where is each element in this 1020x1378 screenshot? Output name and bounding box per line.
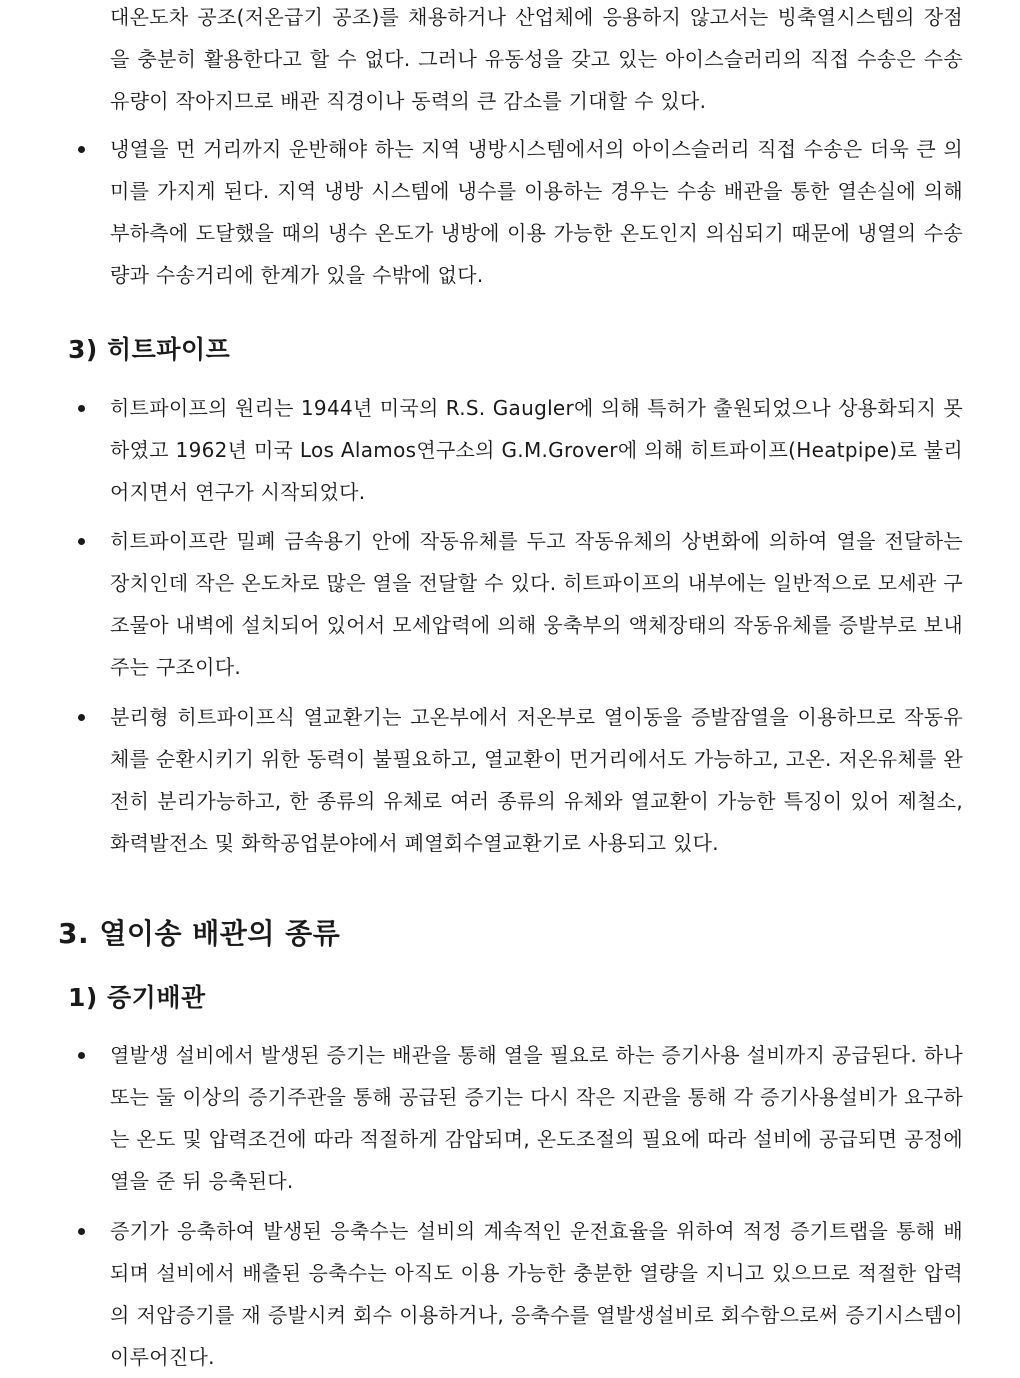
bullet-text: 분리형 히트파이프식 열교환기는 고온부에서 저온부로 열이동을 증발잠열을 이용하므로 작동유체를 순환시키기 위한 동력이 불필요하고, 열교환이 먼거리에서도 가능하고, 고온. 저온유체를 완전히 분리가능하고, 한 종류의 유체로 여러 종류의 유체와 열교환이 가능한 특징이 있어 제철소, 화력발전소 및 화학공업분야에서 폐열회수열교환기로 사용되고 있다.	[110, 705, 963, 855]
heading-heatpipe: 3) 히트파이프	[68, 335, 231, 364]
bullet-marker	[78, 538, 85, 545]
bullet-text: 열발생 설비에서 발생된 증기는 배관을 통해 열을 필요로 하는 증기사용 설비까지 공급된다. 하나 또는 둘 이상의 증기주관을 통해 공급된 증기는 다시 작은 지관을 통해 각 증기사용설비가 요구하는 온도 및 압력조건에 따라 적절하게 감압되며, 온도조절의 필요에 따라 설비에 공급되면 공정에 열을 준 뒤 응축된다.	[110, 1043, 963, 1193]
bullet-marker	[78, 1228, 85, 1235]
bullet-paragraph	[110, 387, 963, 513]
bullet-paragraph	[110, 128, 963, 296]
heatpipe-bullets	[0, 387, 1020, 513]
bullet-text: 증기가 응축하여 발생된 응축수는 설비의 계속적인 운전효율을 위하여 적정 증기트랩을 통해 배되며 설비에서 배출된 응축수는 아직도 이용 가능한 충분한 열량을 지니고 있으므로 적절한 압력의 저압증기를 재 증발시켜 회수 이용하거나, 응축수를 열발생설비로 회수함으로써 증기시스템이 이루어진다.	[110, 1219, 963, 1369]
bullet-paragraph	[110, 1034, 963, 1202]
heading-section-3: 3. 열이송 배관의 종류	[58, 917, 341, 950]
steam-pipe-bullets	[0, 1034, 1020, 1202]
bullet-paragraph	[110, 520, 963, 688]
bullet-paragraph	[110, 696, 963, 864]
bullet-text: 히트파이프란 밀폐 금속용기 안에 작동유체를 두고 작동유체의 상변화에 의하여 열을 전달하는 장치인데 작은 온도차로 많은 열을 전달할 수 있다. 히트파이프의 내부에는 일반적으로 모세관 구조물아 내벽에 설치되어 있어서 모세압력에 의해 웅축부의 액체장태의 작동유체를 증발부로 보내주는 구조이다.	[110, 529, 963, 679]
bullet-text: 히트파이프의 원리는 1944년 미국의 R.S. Gaugler에 의해 특허가 출원되었으나 상용화되지 못하였고 1962년 미국 Los Alamos연구소의 G.M.Grover에 의해 히트파이프(Heatpipe)로 불리어지면서 연구가 시작되었다.	[110, 396, 963, 504]
heatpipe-bullets-2	[0, 520, 1020, 688]
heading-steam-pipe: 1) 증기배관	[68, 983, 206, 1012]
bullet-marker	[78, 714, 85, 721]
steam-pipe-bullets-2	[0, 1210, 1020, 1378]
continuation-paragraph: 대온도차 공조(저온급기 공조)를 채용하거나 산업체에 응용하지 않고서는 빙축열시스템의 장점을 충분히 활용한다고 할 수 없다. 그러나 유동성을 갖고 있는 아이스슬러리의 직접 수송은 수송 유량이 작아지므로 배관 직경이나 동력의 큰 감소를 기대할 수 있다.	[110, 5, 963, 113]
heatpipe-bullets-3	[0, 696, 1020, 864]
continuation-paragraph-block	[0, 0, 1020, 122]
bullet-text: 냉열을 먼 거리까지 운반해야 하는 지역 냉방시스템에서의 아이스슬러리 직접 수송은 더욱 큰 의미를 가지게 된다. 지역 냉방 시스템에 냉수를 이용하는 경우는 수송 배관을 통한 열손실에 의해 부하측에 도달했을 때의 냉수 온도가 냉방에 이용 가능한 온도인지 의심되기 때문에 냉열의 수송량과 수송거리에 한계가 있을 수밖에 없다.	[110, 137, 963, 287]
bullet-marker	[78, 146, 85, 153]
bullet-marker	[78, 405, 85, 412]
bullet-paragraph	[110, 1210, 963, 1378]
ice-slurry-bullets	[0, 128, 1020, 296]
bullet-marker	[78, 1052, 85, 1059]
